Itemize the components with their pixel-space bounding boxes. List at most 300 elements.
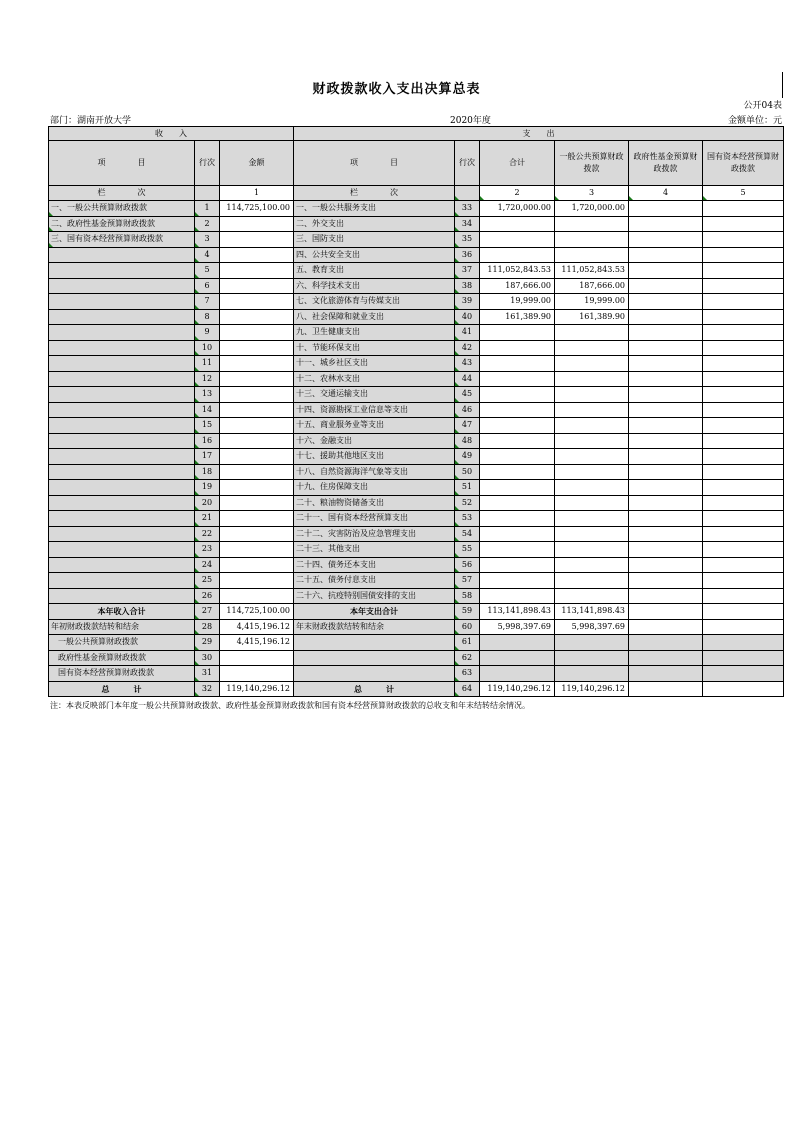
expense-state-cell [703,340,784,356]
begin-fund-label: 政府性基金预算财政拨款 [49,650,195,666]
expense-fund-cell [629,371,703,387]
income-column-index-1: 1 [220,186,294,201]
expense-state-cell [703,526,784,542]
income-item-cell [49,340,195,356]
expense-item-cell: 三、国防支出 [294,232,455,248]
expense-line-cell: 56 [455,557,480,573]
income-amount-cell [220,449,294,465]
begin-state-line: 31 [195,666,220,682]
end-balance-line: 60 [455,619,480,635]
expense-general-cell [555,402,629,418]
table-row [49,232,784,248]
table-row [49,294,784,310]
income-item-cell [49,542,195,558]
expense-total-cell [480,433,555,449]
expense-item-cell: 五、教育支出 [294,263,455,279]
expense-item-cell: 七、文化旅游体育与传媒支出 [294,294,455,310]
income-item-cell: 一、一般公共预算财政拨款 [49,201,195,217]
income-line-cell: 22 [195,526,220,542]
income-item-cell [49,247,195,263]
expense-column-index-line [455,186,480,201]
table-row [49,449,784,465]
end-state-total [480,666,555,682]
expense-line-cell: 48 [455,433,480,449]
year-income-total-line: 27 [195,604,220,620]
expense-state-cell [703,387,784,403]
income-item-cell [49,433,195,449]
expense-line-cell: 46 [455,402,480,418]
income-line-cell: 23 [195,542,220,558]
expense-general-cell [555,418,629,434]
expense-general-cell [555,511,629,527]
expense-item-cell: 十一、城乡社区支出 [294,356,455,372]
table-row [49,573,784,589]
end-state-label [294,666,455,682]
department-label: 部门：湖南开放大学 [50,116,132,126]
expense-fund-cell [629,387,703,403]
expense-state-cell [703,480,784,496]
expense-general-cell [555,216,629,232]
expense-fund-header: 政府性基金预算财政拨款 [629,141,703,186]
end-balance-general: 5,998,397.69 [555,619,629,635]
expense-state-cell [703,588,784,604]
income-amount-cell [220,325,294,341]
year-expense-fund-amount [629,604,703,620]
end-balance-label: 年末财政拨款结转和结余 [294,619,455,635]
table-row [49,247,784,263]
expense-state-cell [703,325,784,341]
end-balance-state [703,619,784,635]
grand-expense-general-amount: 119,140,296.12 [555,681,629,697]
income-line-cell: 25 [195,573,220,589]
expense-fund-cell [629,247,703,263]
expense-total-cell [480,232,555,248]
expense-line-cell: 44 [455,371,480,387]
income-amount-cell [220,309,294,325]
income-item-cell [49,278,195,294]
expense-column-index-2: 2 [480,186,555,201]
grand-income-total-line: 32 [195,681,220,697]
table-row [49,356,784,372]
table-row [49,480,784,496]
expense-fund-cell [629,340,703,356]
expense-general-cell [555,495,629,511]
expense-state-cell [703,309,784,325]
expense-line-cell: 43 [455,356,480,372]
income-line-cell: 16 [195,433,220,449]
expense-total-cell [480,495,555,511]
expense-line-cell: 35 [455,232,480,248]
expense-total-cell [480,387,555,403]
expense-line-cell: 51 [455,480,480,496]
expense-state-cell [703,418,784,434]
expense-total-cell [480,325,555,341]
expense-total-cell [480,402,555,418]
income-line-cell: 8 [195,309,220,325]
end-general-total [480,635,555,651]
begin-general-amount: 4,415,196.12 [220,635,294,651]
expense-general-cell [555,449,629,465]
expense-line-cell: 41 [455,325,480,341]
end-general-state [703,635,784,651]
expense-general-cell [555,232,629,248]
end-fund-general [555,650,629,666]
expense-state-cell [703,542,784,558]
begin-state-amount [220,666,294,682]
table-row [49,325,784,341]
expense-general-cell [555,542,629,558]
income-item-cell [49,371,195,387]
income-line-cell: 18 [195,464,220,480]
income-amount-cell [220,247,294,263]
expense-total-cell [480,371,555,387]
income-amount-cell [220,557,294,573]
expense-general-cell: 111,052,843.53 [555,263,629,279]
expense-line-cell: 53 [455,511,480,527]
end-fund-state [703,650,784,666]
grand-expense-state-amount [703,681,784,697]
income-item-cell [49,263,195,279]
expense-general-cell [555,464,629,480]
year-expense-general-amount: 113,141,898.43 [555,604,629,620]
table-row [49,340,784,356]
income-line-cell: 15 [195,418,220,434]
expense-item-cell: 十七、援助其他地区支出 [294,449,455,465]
end-state-state [703,666,784,682]
income-amount-cell [220,371,294,387]
income-amount-cell [220,263,294,279]
expense-line-cell: 34 [455,216,480,232]
income-line-cell: 5 [195,263,220,279]
expense-fund-cell [629,449,703,465]
expense-general-cell [555,325,629,341]
expense-total-cell: 111,052,843.53 [480,263,555,279]
expense-total-cell: 187,666.00 [480,278,555,294]
expense-fund-cell [629,433,703,449]
expense-fund-cell [629,511,703,527]
footnote: 注：本表反映部门本年度一般公共预算财政拨款、政府性基金预算财政拨款和国有资本经营预算财政拨款的总收支和年末结转结余情况。 [50,701,530,710]
expense-general-cell [555,433,629,449]
table-row [49,201,784,217]
grand-expense-fund-amount [629,681,703,697]
expense-fund-cell [629,263,703,279]
income-line-cell: 13 [195,387,220,403]
expense-general-cell [555,526,629,542]
end-general-fund [629,635,703,651]
expense-general-cell [555,573,629,589]
expense-item-cell: 十九、住房保障支出 [294,480,455,496]
income-line-cell: 9 [195,325,220,341]
income-line-cell: 24 [195,557,220,573]
expense-fund-cell [629,278,703,294]
expense-fund-cell [629,557,703,573]
income-line-cell: 21 [195,511,220,527]
expense-fund-cell [629,232,703,248]
grand-expense-total-line: 64 [455,681,480,697]
income-item-cell [49,464,195,480]
income-line-cell: 10 [195,340,220,356]
expense-total-cell [480,340,555,356]
table-row [49,309,784,325]
expense-total-header: 合计 [480,141,555,186]
expense-general-cell: 1,720,000.00 [555,201,629,217]
income-line-cell: 11 [195,356,220,372]
form-number: 公开04表 [743,101,782,111]
table-row [49,387,784,403]
expense-fund-cell [629,356,703,372]
expense-line-cell: 33 [455,201,480,217]
expense-section-header: 支 出 [294,127,784,141]
expense-general-cell [555,247,629,263]
expense-state-cell [703,402,784,418]
expense-general-cell [555,557,629,573]
end-state-line: 63 [455,666,480,682]
expense-general-cell [555,480,629,496]
income-amount-cell [220,216,294,232]
income-item-cell [49,511,195,527]
expense-item-header: 项 目 [294,141,455,186]
income-line-cell: 20 [195,495,220,511]
income-amount-cell [220,480,294,496]
expense-line-cell: 58 [455,588,480,604]
year-expense-total-amount: 113,141,898.43 [480,604,555,620]
begin-balance-label: 年初财政拨款结转和结余 [49,619,195,635]
income-line-cell: 4 [195,247,220,263]
income-line-cell: 26 [195,588,220,604]
end-balance-total: 5,998,397.69 [480,619,555,635]
expense-line-cell: 37 [455,263,480,279]
expense-line-cell: 55 [455,542,480,558]
income-amount-cell [220,588,294,604]
begin-general-line: 29 [195,635,220,651]
expense-line-cell: 54 [455,526,480,542]
expense-state-cell [703,216,784,232]
year-expense-total-label: 本年支出合计 [294,604,455,620]
end-balance-fund [629,619,703,635]
table-row [49,464,784,480]
expense-fund-cell [629,325,703,341]
table-row [49,263,784,279]
expense-item-cell: 十四、资源勘探工业信息等支出 [294,402,455,418]
income-amount-cell [220,278,294,294]
income-item-cell [49,325,195,341]
expense-fund-cell [629,201,703,217]
expense-column-index-3: 3 [555,186,629,201]
expense-column-index-label: 栏 次 [294,186,455,201]
table-row [49,371,784,387]
income-column-index-label: 栏 次 [49,186,195,201]
expense-total-cell [480,464,555,480]
income-item-cell [49,294,195,310]
expense-general-cell: 19,999.00 [555,294,629,310]
expense-general-cell [555,387,629,403]
expense-total-cell: 161,389.90 [480,309,555,325]
expense-line-header: 行次 [455,141,480,186]
expense-fund-cell [629,216,703,232]
expense-item-cell: 二十五、债务付息支出 [294,573,455,589]
expense-general-cell [555,371,629,387]
expense-fund-cell [629,495,703,511]
expense-item-cell: 十三、交通运输支出 [294,387,455,403]
expense-state-cell [703,294,784,310]
income-amount-cell [220,232,294,248]
page-title: 财政拨款收入支出决算总表 [312,82,481,97]
begin-general-label: 一般公共预算财政拨款 [49,635,195,651]
expense-total-cell [480,557,555,573]
income-line-header: 行次 [195,141,220,186]
expense-state-cell [703,433,784,449]
currency-unit-label: 金额单位：元 [727,116,782,126]
expense-state-cell [703,278,784,294]
expense-line-cell: 49 [455,449,480,465]
expense-line-cell: 39 [455,294,480,310]
grand-income-total-label: 总 计 [49,681,195,697]
income-line-cell: 6 [195,278,220,294]
expense-line-cell: 52 [455,495,480,511]
expense-state-cell [703,201,784,217]
table-row [49,495,784,511]
year-expense-state-amount [703,604,784,620]
expense-total-cell [480,418,555,434]
income-amount-cell [220,387,294,403]
expense-total-cell [480,216,555,232]
income-amount-cell [220,542,294,558]
income-amount-cell [220,356,294,372]
end-fund-total [480,650,555,666]
expense-item-cell: 二十四、债务还本支出 [294,557,455,573]
expense-total-cell [480,526,555,542]
begin-fund-line: 30 [195,650,220,666]
begin-balance-line: 28 [195,619,220,635]
expense-total-cell: 19,999.00 [480,294,555,310]
table-row [49,557,784,573]
expense-column-index-5: 5 [703,186,784,201]
income-line-cell: 7 [195,294,220,310]
expense-general-cell [555,588,629,604]
year-expense-total-line: 59 [455,604,480,620]
expense-general-cell: 161,389.90 [555,309,629,325]
income-amount-cell [220,511,294,527]
budget-summary-table [48,126,784,697]
expense-line-cell: 57 [455,573,480,589]
expense-fund-cell [629,480,703,496]
income-item-cell [49,402,195,418]
expense-item-cell: 二十二、灾害防治及应急管理支出 [294,526,455,542]
expense-item-cell: 十、节能环保支出 [294,340,455,356]
expense-state-cell [703,356,784,372]
expense-general-cell [555,340,629,356]
expense-fund-cell [629,418,703,434]
expense-general-cell: 187,666.00 [555,278,629,294]
income-item-cell [49,418,195,434]
end-general-label [294,635,455,651]
income-amount-cell [220,294,294,310]
begin-state-label: 国有资本经营预算财政拨款 [49,666,195,682]
expense-fund-cell [629,464,703,480]
income-item-cell [49,573,195,589]
expense-total-cell [480,573,555,589]
income-amount-cell [220,495,294,511]
expense-fund-cell [629,542,703,558]
expense-item-cell: 二、外交支出 [294,216,455,232]
expense-item-cell: 十五、商业服务业等支出 [294,418,455,434]
income-item-cell [49,480,195,496]
income-item-cell [49,495,195,511]
expense-item-cell: 十六、金融支出 [294,433,455,449]
year-income-total-label: 本年收入合计 [49,604,195,620]
grand-expense-total-label: 总 计 [294,681,455,697]
income-item-cell: 三、国有资本经营预算财政拨款 [49,232,195,248]
income-line-cell: 19 [195,480,220,496]
table-row [49,418,784,434]
expense-item-cell: 十八、自然资源海洋气象等支出 [294,464,455,480]
expense-item-cell: 四、公共安全支出 [294,247,455,263]
expense-state-header: 国有资本经营预算财政拨款 [703,141,784,186]
fiscal-year-label: 2020年度 [450,116,491,126]
income-section-header: 收 入 [49,127,294,141]
expense-item-cell: 十二、农林水支出 [294,371,455,387]
end-fund-line: 62 [455,650,480,666]
expense-total-cell [480,449,555,465]
expense-state-cell [703,557,784,573]
income-amount-cell [220,464,294,480]
expense-total-cell [480,356,555,372]
expense-state-cell [703,232,784,248]
income-amount-cell [220,402,294,418]
income-item-cell [49,309,195,325]
expense-state-cell [703,263,784,279]
expense-fund-cell [629,309,703,325]
expense-item-cell: 二十六、抗疫特别国债安排的支出 [294,588,455,604]
income-item-cell [49,387,195,403]
table-row [49,588,784,604]
expense-item-cell: 二十、粮油物资储备支出 [294,495,455,511]
expense-state-cell [703,247,784,263]
end-fund-fund [629,650,703,666]
expense-total-cell [480,480,555,496]
expense-line-cell: 50 [455,464,480,480]
income-item-cell [49,526,195,542]
expense-column-index-4: 4 [629,186,703,201]
expense-state-cell [703,495,784,511]
table-row [49,402,784,418]
income-item-cell [49,588,195,604]
income-amount-cell [220,418,294,434]
expense-general-header: 一般公共预算财政拨款 [555,141,629,186]
income-amount-cell [220,433,294,449]
expense-line-cell: 40 [455,309,480,325]
begin-fund-amount [220,650,294,666]
income-amount-header: 金额 [220,141,294,186]
income-line-cell: 1 [195,201,220,217]
income-line-cell: 14 [195,402,220,418]
expense-fund-cell [629,402,703,418]
expense-line-cell: 36 [455,247,480,263]
expense-total-cell [480,247,555,263]
expense-total-cell [480,588,555,604]
expense-state-cell [703,464,784,480]
expense-state-cell [703,511,784,527]
expense-item-cell: 六、科学技术支出 [294,278,455,294]
income-line-cell: 17 [195,449,220,465]
table-row [49,526,784,542]
income-amount-cell: 114,725,100.00 [220,201,294,217]
expense-total-cell: 1,720,000.00 [480,201,555,217]
expense-item-cell: 九、卫生健康支出 [294,325,455,341]
end-state-general [555,666,629,682]
table-row [49,511,784,527]
income-item-header: 项 目 [49,141,195,186]
